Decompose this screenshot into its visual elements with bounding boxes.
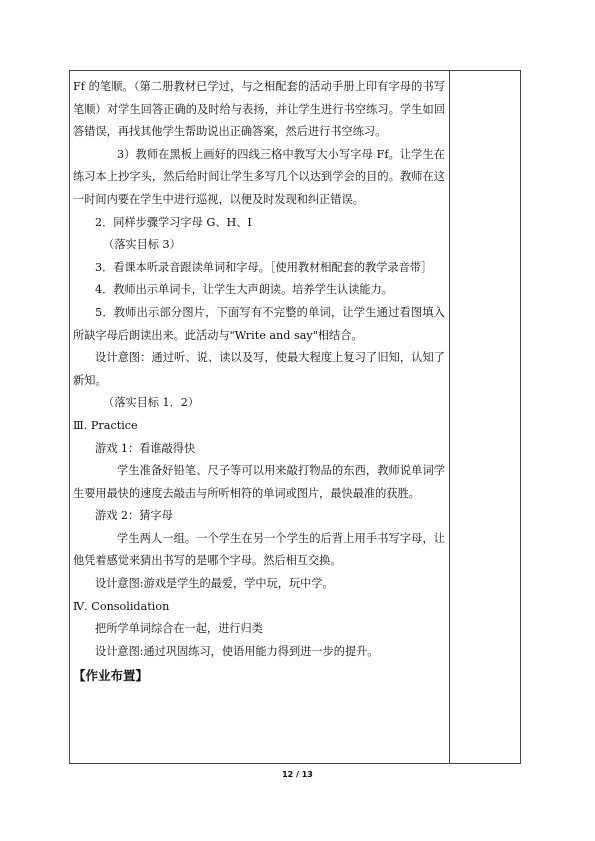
paragraph-game-1-desc: 学生准备好铅笔、尺子等可以用来敲打物品的东西，教师说单词学生要用最快的速度去敲击与所听相符的单词或图片，最快最准的获胜。 — [73, 464, 445, 500]
paragraph-listen-read: 3．看课本听录音跟读单词和字母。［使用教材相配套的教学录音带］ — [95, 260, 433, 274]
homework-heading: 【作业布置】 — [73, 668, 149, 684]
section-consolidation: Ⅳ. Consolidation — [73, 599, 170, 613]
paragraph-stroke-order: Ff 的笔顺。（第二册教材已学过，与之相配套的活动手册上印有字母的书写笔顺）对学生回答正确的及时给与表扬，并让学生进行书空练习。学生如回答错误，再找其他学生帮助说出正确答案，然后进行书空练习。 — [73, 80, 445, 139]
table-column-divider — [449, 70, 450, 764]
paragraph-game-1: 游戏 1：看谁敲得快 — [95, 441, 196, 455]
paragraph-step-3: 3）教师在黑板上画好的四线三格中教写大小写字母 Ff。让学生在练习本上抄字头，然后给时间让学生多写几个以达到学会的目的。教师在这一时间内要在学生中进行巡视，以便及时发现和纠正错误。 — [73, 147, 445, 206]
paragraph-game-2: 游戏 2：猜字母 — [95, 509, 173, 523]
paragraph-design-intent-2: 设计意图:游戏是学生的最爱，学中玩，玩中学。 — [95, 577, 334, 591]
paragraph-goal-3: （落实目标 3） — [103, 238, 181, 252]
lesson-content — [73, 76, 445, 689]
paragraph-word-cards: 4．教师出示单词卡，让学生大声朗读。培养学生认读能力。 — [95, 283, 393, 297]
paragraph-classify: 把所学单词综合在一起，进行归类 — [95, 622, 263, 636]
paragraph-pictures: 5．教师出示部分图片，下面写有不完整的单词，让学生通过看图填入所缺字母后朗读出来。此活动与"Write and say"相结合。 — [73, 305, 445, 342]
page-number: 12 / 13 — [282, 770, 313, 779]
paragraph-letters-ghi: 2．同样步骤学习字母 G、H、I — [95, 215, 252, 229]
paragraph-design-intent-3: 设计意图:通过巩固练习，使语用能力得到进一步的提升。 — [95, 644, 379, 658]
paragraph-goal-1-2: （落实目标 1．2） — [103, 396, 200, 410]
paragraph-design-intent-1: 设计意图：通过听、说、读以及写，使最大程度上复习了旧知，认知了新知。 — [73, 351, 445, 387]
section-practice: Ⅲ. Practice — [73, 418, 138, 432]
paragraph-game-2-desc: 学生两人一组。一个学生在另一个学生的后背上用手书写字母，让他凭着感觉来猜出书写的是哪个字母。然后相互交换。 — [73, 531, 445, 568]
